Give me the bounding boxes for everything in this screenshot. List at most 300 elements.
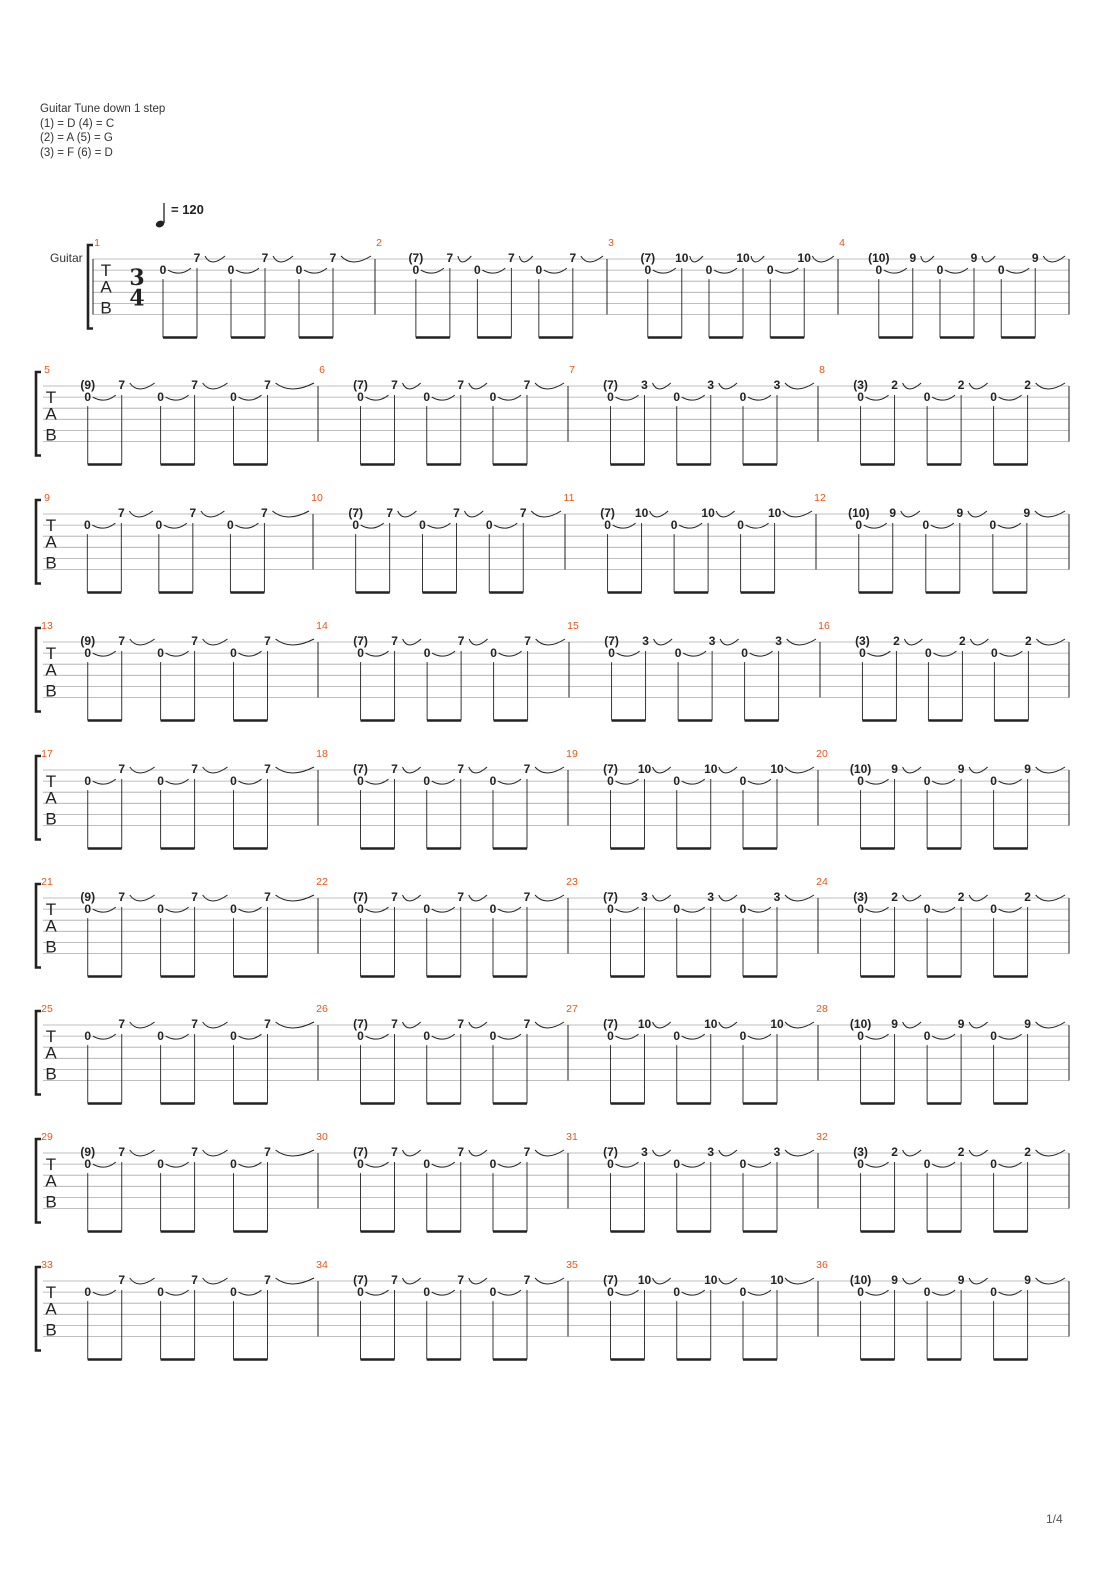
- fret-number: 0: [608, 646, 615, 661]
- tie-arc: [866, 1162, 889, 1167]
- fret-number: 0: [157, 390, 164, 405]
- tied-fret-number: (7): [603, 378, 618, 392]
- measure-number: 15: [567, 620, 579, 632]
- fret-number: 7: [264, 762, 271, 776]
- fret-number: 7: [519, 506, 527, 520]
- tie-arc: [432, 1290, 455, 1295]
- fret-number: 7: [457, 1273, 465, 1287]
- tie-arc: [682, 1034, 705, 1039]
- tie-arc: [746, 523, 769, 528]
- fret-number: 0: [423, 390, 431, 405]
- fret-number: 0: [419, 518, 426, 533]
- fret-number: 10: [736, 251, 750, 265]
- fret-number: 0: [227, 263, 235, 278]
- fret-number: 7: [457, 634, 465, 648]
- tuning-title: Guitar Tune down 1 step: [40, 103, 166, 115]
- tab-clef-letter: B: [45, 1064, 57, 1084]
- tie-arc: [361, 523, 384, 528]
- fret-number: 9: [891, 1273, 898, 1287]
- tie-arc: [617, 651, 640, 656]
- fret-number: 0: [989, 518, 997, 533]
- fret-number: 0: [857, 390, 864, 405]
- tab-clef-letter: A: [100, 277, 112, 297]
- fret-number: 7: [191, 1145, 198, 1159]
- tied-fret-number: (7): [603, 1017, 618, 1031]
- tempo-label: = 120: [171, 202, 204, 217]
- tab-clef-letter: T: [45, 1283, 57, 1303]
- fret-number: 0: [474, 263, 481, 278]
- fret-number: 10: [767, 506, 782, 520]
- fret-number: 0: [923, 774, 931, 789]
- fret-number: 0: [705, 263, 713, 278]
- tie-arc: [653, 268, 676, 273]
- fret-number: 0: [84, 390, 92, 405]
- tie-arc: [432, 395, 455, 400]
- measure: [44, 492, 309, 593]
- tie-arc: [93, 907, 116, 912]
- tied-fret-number: (9): [80, 634, 96, 648]
- fret-number: 2: [957, 1145, 965, 1159]
- fret-number: 7: [523, 762, 531, 776]
- tab-clef-letter: T: [100, 261, 112, 281]
- fret-number: 0: [674, 646, 682, 661]
- tab-clef-letter: B: [45, 681, 57, 701]
- tie-arc: [499, 651, 522, 656]
- fret-number: 7: [118, 1145, 126, 1159]
- fret-number: 0: [157, 1285, 164, 1300]
- fret-number: 7: [118, 762, 126, 776]
- system-bracket: [88, 245, 93, 329]
- tab-clef-letter: A: [45, 532, 57, 552]
- tie-arc: [616, 779, 639, 784]
- fret-number: 7: [391, 1017, 398, 1031]
- tab-clef-letter: B: [45, 425, 57, 445]
- fret-number: 2: [957, 890, 965, 904]
- fret-number: 10: [637, 1017, 652, 1031]
- fret-number: 7: [523, 1273, 531, 1287]
- fret-number: 0: [925, 646, 932, 661]
- fret-number: 10: [675, 251, 689, 265]
- fret-number: 10: [770, 1017, 784, 1031]
- measure-number: 14: [316, 620, 328, 632]
- measure: [316, 748, 564, 849]
- fret-number: 0: [352, 518, 360, 533]
- fret-number: 7: [118, 634, 126, 648]
- measure: [566, 876, 814, 977]
- tab-system: [36, 1131, 1069, 1232]
- measure-number: 1: [94, 237, 100, 249]
- tie-arc: [1006, 268, 1029, 273]
- fret-number: 0: [84, 774, 92, 789]
- tie-arc: [999, 907, 1022, 912]
- tie-arc: [683, 651, 706, 656]
- fret-number: 0: [607, 1157, 614, 1172]
- tied-fret-number: (10): [849, 1273, 872, 1287]
- tie-arc: [366, 651, 389, 656]
- tied-fret-number: (7): [348, 506, 364, 520]
- measure-number: 13: [41, 620, 53, 632]
- fret-number: 7: [391, 634, 398, 648]
- tab-clef-letter: A: [45, 788, 57, 808]
- fret-number: 10: [770, 1273, 784, 1287]
- fret-number: 3: [707, 890, 715, 904]
- measure: [41, 1131, 314, 1232]
- tied-fret-number: (7): [408, 251, 424, 265]
- fret-number: 7: [386, 506, 394, 520]
- measure: [316, 1259, 564, 1360]
- tab-clef-letter: A: [45, 1171, 57, 1191]
- fret-number: 0: [157, 646, 164, 661]
- fret-number: 0: [423, 646, 431, 661]
- tie-arc: [932, 1290, 955, 1295]
- fret-number: 9: [1023, 506, 1031, 520]
- tab-clef-letter: T: [45, 644, 57, 664]
- fret-number: 7: [264, 634, 271, 648]
- measure: [41, 1003, 314, 1104]
- tie-arc: [366, 779, 389, 784]
- fret-number: 7: [508, 251, 515, 265]
- measure: [41, 620, 314, 721]
- tie-arc: [999, 1162, 1022, 1167]
- fret-number: 0: [230, 774, 237, 789]
- fret-number: 2: [893, 634, 900, 648]
- fret-number: 10: [704, 1273, 718, 1287]
- tie-arc: [432, 1162, 455, 1167]
- tie-arc: [93, 395, 116, 400]
- tied-fret-number: (7): [353, 634, 368, 648]
- tie-arc: [304, 268, 327, 273]
- tab-clef-letter: T: [45, 772, 57, 792]
- fret-number: 7: [446, 251, 454, 265]
- fret-number: 0: [673, 390, 681, 405]
- fret-number: 0: [489, 1285, 497, 1300]
- measure: [816, 748, 1065, 849]
- measure: [569, 364, 814, 465]
- measure-number: 12: [814, 492, 826, 504]
- fret-number: 0: [230, 1029, 237, 1044]
- tie-arc: [166, 395, 189, 400]
- system-bracket: [36, 1139, 41, 1223]
- fret-number: 0: [230, 646, 237, 661]
- tie-arc: [366, 1034, 389, 1039]
- fret-number: 3: [773, 890, 781, 904]
- tie-arc: [421, 268, 444, 273]
- tie-arc: [239, 395, 262, 400]
- tied-fret-number: (10): [849, 1017, 872, 1031]
- fret-number: 7: [189, 506, 197, 520]
- fret-number: 0: [739, 390, 747, 405]
- fret-number: 7: [264, 1145, 271, 1159]
- measure-number: 31: [566, 1131, 578, 1143]
- fret-number: 7: [457, 762, 465, 776]
- tie-arc: [164, 523, 187, 528]
- fret-number: 0: [423, 774, 431, 789]
- measure: [816, 1259, 1065, 1360]
- fret-number: 0: [766, 263, 774, 278]
- tie-arc: [613, 523, 636, 528]
- tie-arc: [998, 523, 1021, 528]
- measure: [319, 364, 564, 465]
- tie-arc: [239, 651, 262, 656]
- fret-number: 7: [391, 890, 398, 904]
- fret-number: 2: [891, 378, 898, 392]
- fret-number: 0: [875, 263, 883, 278]
- measure: [816, 1131, 1065, 1232]
- fret-number: 0: [673, 1285, 681, 1300]
- instrument-name: Guitar: [50, 251, 83, 265]
- fret-number: 0: [157, 902, 164, 917]
- fret-number: 3: [641, 1145, 648, 1159]
- measure: [608, 237, 834, 338]
- fret-number: 7: [261, 251, 269, 265]
- tie-arc: [544, 268, 567, 273]
- fret-number: 2: [1025, 634, 1032, 648]
- system-bracket: [36, 884, 41, 968]
- fret-number: 9: [957, 1017, 965, 1031]
- tab-clef-letter: A: [45, 916, 57, 936]
- tie-arc: [932, 779, 955, 784]
- fret-number: 9: [889, 506, 897, 520]
- tie-arc: [498, 395, 521, 400]
- fret-number: 0: [739, 1157, 747, 1172]
- tie-arc: [616, 907, 639, 912]
- measure: [376, 237, 603, 338]
- tied-fret-number: (7): [353, 1273, 368, 1287]
- fret-number: 7: [523, 1145, 531, 1159]
- fret-number: 9: [1024, 1273, 1031, 1287]
- fret-number: 0: [990, 1285, 997, 1300]
- measure-number: 7: [569, 364, 575, 376]
- measure: [566, 1003, 814, 1104]
- fret-number: 0: [489, 1157, 497, 1172]
- fret-number: 9: [1024, 1017, 1031, 1031]
- tie-arc: [866, 907, 889, 912]
- tied-fret-number: (3): [853, 378, 868, 392]
- fret-number: 7: [457, 378, 465, 392]
- tied-fret-number: (10): [868, 251, 890, 265]
- tie-arc: [366, 1290, 389, 1295]
- tab-system: [36, 748, 1069, 849]
- tab-clef-letter: T: [45, 516, 57, 536]
- fret-number: 0: [673, 1029, 681, 1044]
- fret-number: 10: [770, 762, 784, 776]
- tied-fret-number: (7): [603, 1273, 618, 1287]
- fret-number: 7: [264, 378, 271, 392]
- fret-number: 0: [230, 902, 237, 917]
- tied-fret-number: (7): [600, 506, 615, 520]
- fret-number: 0: [230, 390, 237, 405]
- fret-number: 0: [673, 902, 681, 917]
- fret-number: 7: [457, 890, 465, 904]
- fret-number: 7: [191, 378, 198, 392]
- measure-number: 8: [819, 364, 825, 376]
- measure: [566, 1131, 814, 1232]
- tie-arc: [498, 1162, 521, 1167]
- tab-clef-letter: A: [45, 1299, 57, 1319]
- measure: [564, 492, 812, 593]
- fret-number: 0: [84, 902, 92, 917]
- measure-number: 2: [376, 237, 382, 249]
- tab-clef-letter: T: [45, 1155, 57, 1175]
- fret-number: 7: [193, 251, 201, 265]
- fret-number: 7: [118, 1017, 126, 1031]
- tie-arc: [999, 395, 1022, 400]
- tie-arc: [748, 395, 771, 400]
- fret-number: 0: [423, 1285, 431, 1300]
- tie-arc: [866, 395, 889, 400]
- tied-fret-number: (7): [604, 634, 619, 648]
- tie-arc: [931, 523, 954, 528]
- tie-arc: [884, 268, 907, 273]
- measure-number: 4: [839, 237, 845, 249]
- measure-number: 25: [41, 1003, 53, 1015]
- fret-number: 0: [357, 390, 364, 405]
- tab-system: [36, 1259, 1069, 1360]
- fret-number: 0: [535, 263, 543, 278]
- fret-number: 7: [118, 1273, 126, 1287]
- tie-arc: [682, 1290, 705, 1295]
- measure: [816, 1003, 1065, 1104]
- fret-number: 0: [357, 1285, 364, 1300]
- tied-fret-number: (10): [848, 506, 870, 520]
- fret-number: 0: [936, 263, 944, 278]
- fret-number: 0: [604, 518, 611, 533]
- fret-number: 7: [391, 1145, 398, 1159]
- measure-number: 33: [41, 1259, 53, 1271]
- tie-arc: [366, 1162, 389, 1167]
- fret-number: 0: [855, 518, 863, 533]
- tie-arc: [366, 907, 389, 912]
- tied-fret-number: (7): [353, 890, 368, 904]
- tie-arc: [932, 1034, 955, 1039]
- system-bracket: [36, 500, 41, 584]
- measure-number: 23: [566, 876, 578, 888]
- fret-number: 0: [923, 1029, 931, 1044]
- tie-arc: [682, 907, 705, 912]
- measure-number: 30: [316, 1131, 328, 1143]
- fret-number: 9: [891, 1017, 898, 1031]
- fret-number: 0: [423, 1029, 431, 1044]
- measure: [316, 1003, 564, 1104]
- tie-arc: [427, 523, 450, 528]
- fret-number: 0: [741, 646, 748, 661]
- tie-arc: [235, 523, 258, 528]
- tie-arc: [999, 1034, 1022, 1039]
- fret-number: 10: [637, 762, 652, 776]
- fret-number: 0: [990, 774, 997, 789]
- measure: [44, 364, 314, 465]
- measure-number: 18: [316, 748, 328, 760]
- tab-clef-letter: B: [45, 937, 57, 957]
- system-bracket: [36, 1011, 41, 1095]
- tie-arc: [616, 1034, 639, 1039]
- fret-number: 7: [118, 890, 126, 904]
- page-number: 1/4: [1046, 1512, 1063, 1526]
- tie-arc: [616, 1290, 639, 1295]
- measure-number: 32: [816, 1131, 828, 1143]
- fret-number: 0: [83, 518, 91, 533]
- fret-number: 0: [857, 902, 864, 917]
- fret-number: 0: [990, 1029, 997, 1044]
- tab-clef-letter: T: [45, 1027, 57, 1047]
- tab-clef-letter: T: [45, 900, 57, 920]
- fret-number: 7: [117, 506, 125, 520]
- tie-arc: [166, 907, 189, 912]
- tab-clef-letter: B: [45, 809, 57, 829]
- measure-number: 20: [816, 748, 828, 760]
- tie-arc: [775, 268, 798, 273]
- tab-system: [88, 237, 1069, 338]
- fret-number: 0: [607, 902, 614, 917]
- fret-number: 7: [191, 1273, 198, 1287]
- measure-number: 19: [566, 748, 578, 760]
- fret-number: 0: [84, 646, 92, 661]
- tie-arc: [999, 1290, 1022, 1295]
- tie-arc: [933, 651, 956, 656]
- tie-arc: [932, 907, 955, 912]
- measure-number: 16: [818, 620, 830, 632]
- tie-arc: [682, 395, 705, 400]
- tie-arc: [679, 523, 702, 528]
- measure: [818, 620, 1065, 721]
- tuning-line: (1) = D (4) = C: [40, 117, 115, 130]
- fret-number: 7: [523, 378, 531, 392]
- fret-number: 0: [607, 1285, 614, 1300]
- tie-arc: [482, 268, 505, 273]
- tie-arc: [999, 779, 1022, 784]
- tie-arc: [93, 1290, 116, 1295]
- fret-number: 0: [155, 518, 163, 533]
- fret-number: 7: [524, 634, 531, 648]
- fret-number: 0: [423, 1157, 431, 1172]
- measure-number: 5: [44, 364, 50, 376]
- tuning-line: (3) = F (6) = D: [40, 146, 113, 159]
- measure-number: 22: [316, 876, 328, 888]
- tie-arc: [432, 1034, 455, 1039]
- measure-number: 17: [41, 748, 53, 760]
- system-bracket: [36, 372, 41, 456]
- fret-number: 0: [157, 1157, 164, 1172]
- measure: [316, 876, 564, 977]
- tied-fret-number: (7): [603, 762, 618, 776]
- fret-number: 7: [264, 890, 271, 904]
- fret-number: 10: [797, 251, 811, 265]
- tied-fret-number: (7): [353, 378, 368, 392]
- fret-number: 9: [891, 762, 898, 776]
- measure: [311, 492, 561, 593]
- tied-fret-number: (7): [353, 1145, 368, 1159]
- measure-number: 27: [566, 1003, 578, 1015]
- fret-number: 3: [642, 634, 649, 648]
- fret-number: 0: [84, 1029, 92, 1044]
- fret-number: 0: [923, 902, 931, 917]
- fret-number: 0: [857, 774, 864, 789]
- fret-number: 0: [227, 518, 234, 533]
- fret-number: 0: [230, 1157, 237, 1172]
- tie-arc: [239, 779, 262, 784]
- tie-arc: [999, 651, 1022, 656]
- fret-number: 0: [673, 1157, 681, 1172]
- fret-number: 0: [607, 1029, 614, 1044]
- tie-arc: [748, 779, 771, 784]
- fret-number: 2: [891, 890, 898, 904]
- fret-number: 0: [607, 774, 614, 789]
- fret-number: 0: [739, 1029, 747, 1044]
- fret-number: 0: [485, 518, 493, 533]
- tie-arc: [432, 907, 455, 912]
- fret-number: 9: [1024, 762, 1031, 776]
- tie-arc: [166, 779, 189, 784]
